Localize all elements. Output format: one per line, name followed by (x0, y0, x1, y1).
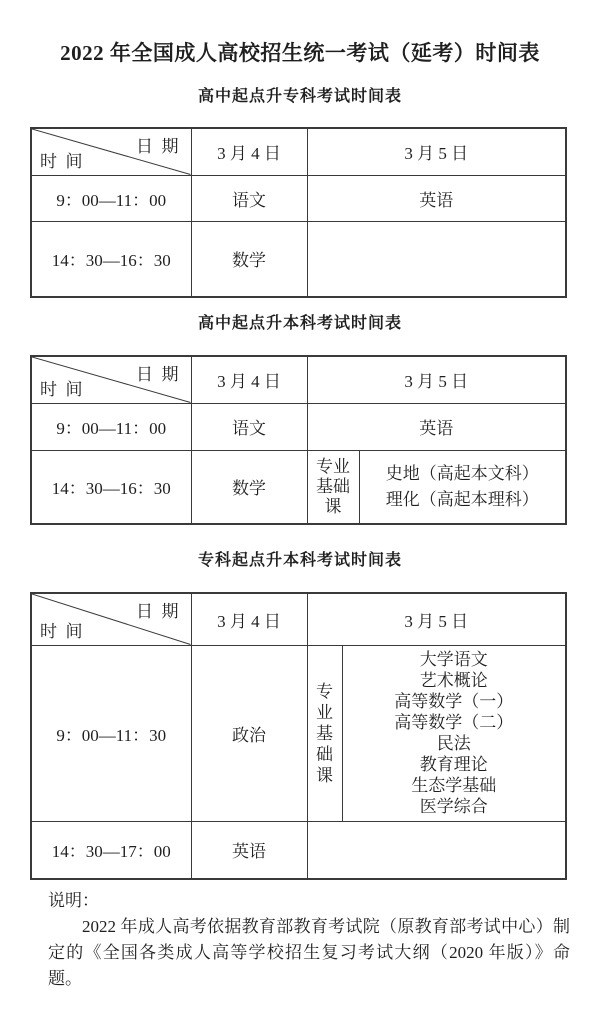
time-cell: 14：30—16：30 (31, 221, 191, 297)
subject-list-item: 大学语文 (419, 650, 488, 669)
subject-cell: 语文 (191, 175, 307, 221)
subject-list-item: 艺术概论 (419, 671, 488, 690)
date-header-mar4: 3 月 4 日 (191, 593, 307, 645)
subject-cell: 数学 (191, 221, 307, 297)
course-group-cell (307, 645, 342, 821)
subject-list-cell (342, 645, 566, 821)
time-label: 时 间 (40, 151, 83, 171)
exam-table-zhuanqi-benke (30, 592, 567, 880)
table-caption-gaoqi-zhuanke: 高中起点升专科考试时间表 (197, 88, 402, 105)
exam-table-gaoqi-benke (30, 355, 567, 525)
date-label: 日 期 (136, 365, 179, 384)
table-row (31, 450, 566, 524)
time-cell: 9：00—11：30 (31, 645, 191, 821)
subject-cell: 英语 (307, 175, 566, 221)
date-header-mar5: 3 月 5 日 (307, 128, 566, 175)
date-label: 日 期 (136, 137, 179, 156)
date-header-mar4: 3 月 4 日 (191, 356, 307, 403)
subject-cell: 政治 (191, 645, 307, 821)
course-group-cell (307, 450, 359, 524)
subject-list-item: 医学综合 (419, 797, 488, 816)
time-cell: 9：00—11：00 (31, 175, 191, 221)
subject-list-item: 史地（高起本文科） (385, 463, 539, 483)
subject-cell: 数学 (191, 450, 307, 524)
time-label: 时 间 (40, 621, 83, 641)
exam-table-gaoqi-zhuanke (30, 127, 567, 298)
header-row (31, 356, 566, 403)
time-cell: 14：30—17：00 (31, 821, 191, 879)
table-caption-gaoqi-benke: 高中起点升本科考试时间表 (197, 315, 402, 332)
subject-list-item: 理化（高起本理科） (385, 489, 539, 509)
date-header-mar4: 3 月 4 日 (191, 128, 307, 175)
note-label: 说明： (48, 891, 99, 910)
subject-cell: 语文 (191, 403, 307, 450)
subject-list-item: 教育理论 (419, 755, 488, 774)
header-row (31, 128, 566, 175)
corner-cell (31, 128, 191, 175)
subject-list-item: 生态学基础 (411, 776, 497, 795)
empty-cell (307, 821, 566, 879)
subject-cell: 英语 (307, 403, 566, 450)
time-cell: 9：00—11：00 (31, 403, 191, 450)
subject-list-item: 民法 (436, 734, 471, 753)
date-label: 日 期 (136, 602, 179, 621)
table-row (31, 821, 566, 879)
table-row (31, 403, 566, 450)
corner-cell (31, 356, 191, 403)
table-row (31, 645, 566, 821)
subject-list-cell (359, 450, 566, 524)
date-header-mar5: 3 月 5 日 (307, 356, 566, 403)
table-caption-zhuanqi-benke: 专科起点升本科考试时间表 (197, 552, 402, 569)
empty-cell (307, 221, 566, 297)
header-row (31, 593, 566, 645)
table-row (31, 175, 566, 221)
course-group-label: 专业基础课 (316, 681, 333, 785)
subject-cell: 英语 (191, 821, 307, 879)
course-group-label: 专业基础课 (316, 456, 350, 516)
date-header-mar5: 3 月 5 日 (307, 593, 566, 645)
time-label: 时 间 (40, 379, 83, 399)
subject-list-item: 高等数学（二） (394, 713, 514, 732)
notes-section (48, 888, 570, 992)
time-cell: 14：30—16：30 (31, 450, 191, 524)
note-paragraph: 2022 年成人高考依据教育部教育考试院（原教育部考试中心）制定的《全国各类成人高等学校招生复习考试大纲（2020 年版）》命题。 (48, 917, 570, 988)
table-row (31, 221, 566, 297)
subject-list-item: 高等数学（一） (394, 692, 514, 711)
page-title: 2022 年全国成人高校招生统一考试（延考）时间表 (60, 41, 540, 65)
corner-cell (31, 593, 191, 645)
